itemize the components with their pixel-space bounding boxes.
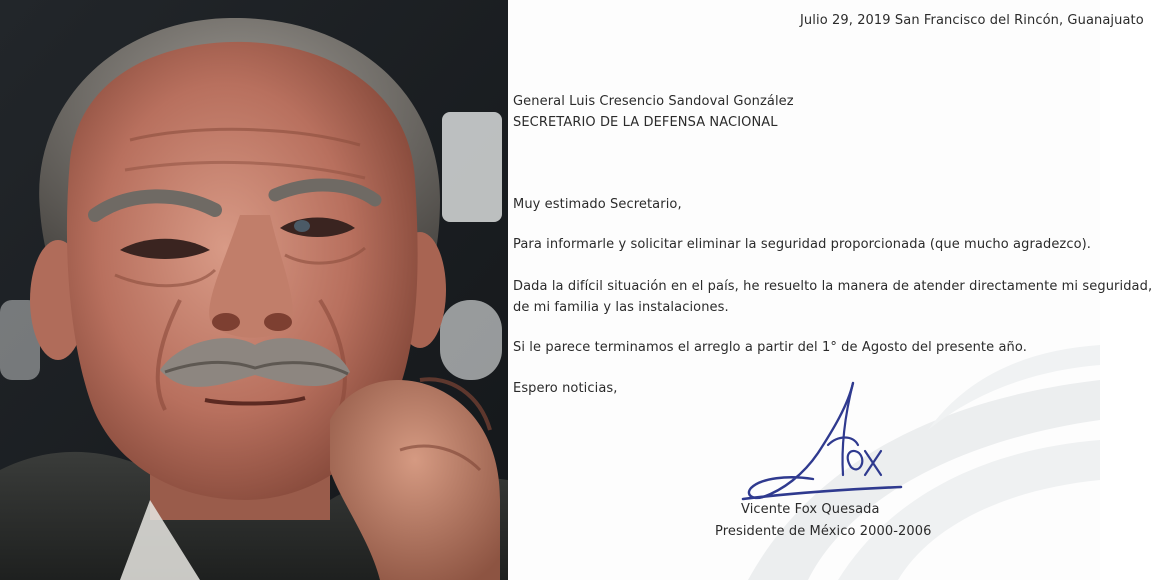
letter-document [508,0,1152,580]
addressee-title: SECRETARIO DE LA DEFENSA NACIONAL [513,115,778,130]
letter-paragraph-2-line-1: Dada la difícil situación en el país, he resuelto la manera de atender directamente mi seguridad, [513,279,1152,294]
letter-paragraph-1: Para informarle y solicitar eliminar la seguridad proporcionada (que mucho agradezco). [513,237,1092,252]
addressee-name: General Luis Cresencio Sandoval González [513,94,794,109]
letter-closing: Espero noticias, [513,381,618,396]
signer-name: Vicente Fox Quesada [741,502,880,517]
handwritten-signature [733,375,933,510]
letter-paragraph-2-line-2: de mi familia y las instalaciones. [513,300,729,315]
portrait-illustration [0,0,508,580]
letter-greeting: Muy estimado Secretario, [513,197,682,212]
letter-date-location: Julio 29, 2019 San Francisco del Rincón, Guanajuato [800,13,1144,28]
portrait-photo [0,0,508,580]
background-logo-shape [442,112,502,222]
signer-role: Presidente de México 2000-2006 [715,524,932,539]
letter-paragraph-3: Si le parece terminamos el arreglo a partir del 1° de Agosto del presente año. [513,340,1027,355]
